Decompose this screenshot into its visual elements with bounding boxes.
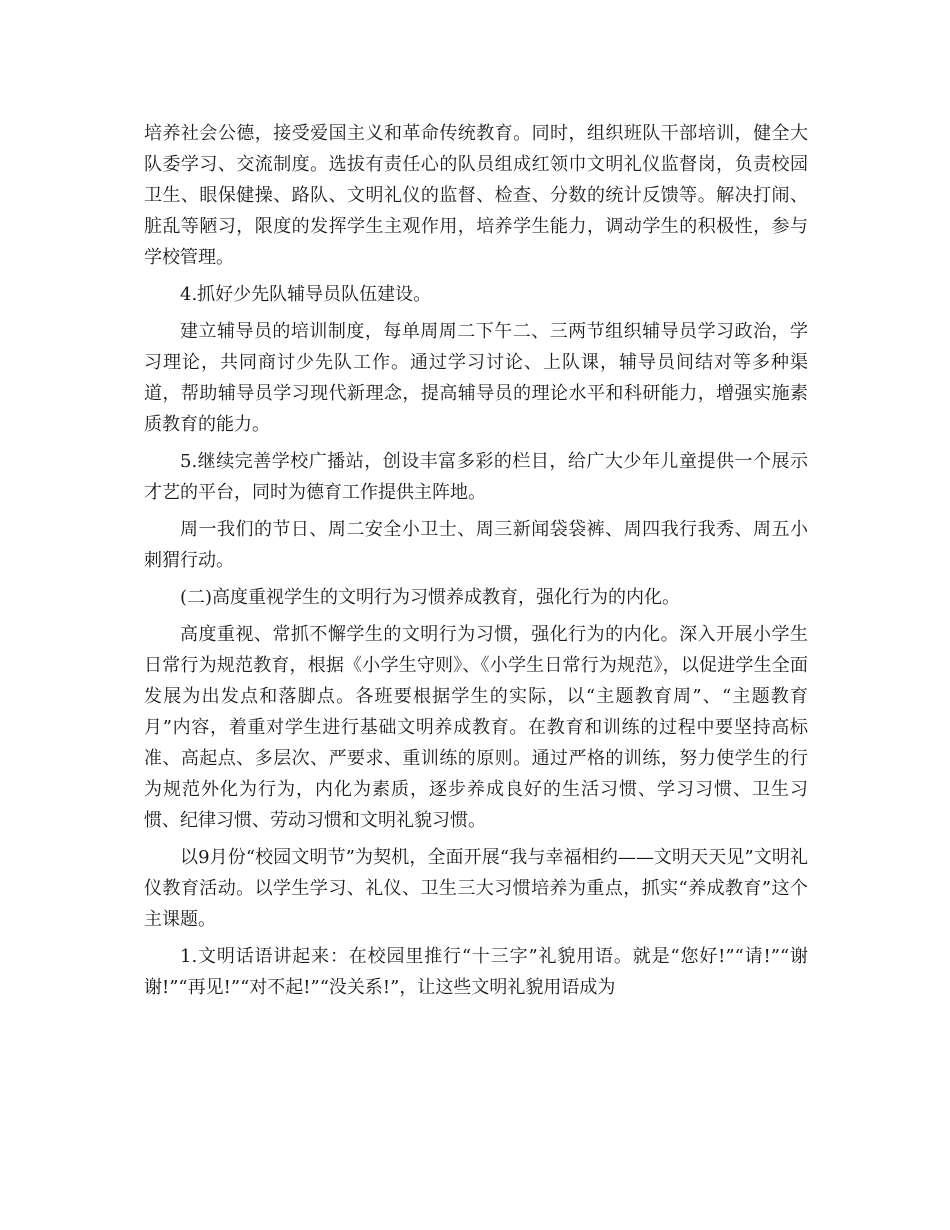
- paragraph-civility-festival: 以9月份“校园文明节”为契机，全面开展“我与幸福相约——文明天天见”文明礼仪教育活动。以学生学习、礼仪、卫生三大习惯培养为重点，抓实“养成教育”这个主课题。: [144, 847, 808, 930]
- paragraph-heading-5: 5.继续完善学校广播站，创设丰富多彩的栏目，给广大少年儿童提供一个展示才艺的平台，同时为德育工作提供主阵地。: [144, 451, 808, 503]
- paragraph-polite-language: 1.文明话语讲起来：在校园里推行“十三字”礼貌用语。就是“您好!”“请!”“谢谢!”“再见!”“对不起!”“没关系!”，让这些文明礼貌用语成为: [144, 946, 808, 998]
- paragraph-section-2-heading: (二)高度重视学生的文明行为习惯养成教育，强化行为的内化。: [180, 587, 681, 608]
- paragraph-weekly-programs: 周一我们的节日、周二安全小卫士、周三新闻袋袋裤、周四我行我秀、周五小刺猬行动。: [144, 519, 808, 571]
- paragraph-continuation: 培养社会公德，接受爱国主义和革命传统教育。同时，组织班队干部培训，健全大队委学习、交流制度。选拔有责任心的队员组成红领巾文明礼仪监督岗，负责校园卫生、眼保健操、路队、文明礼仪的监督、检查、分数的统计反馈等。解决打闹、脏乱等陋习，限度的发挥学生主观作用，培养学生能力，调动学生的积极性，参与学校管理。: [144, 123, 808, 268]
- paragraph-heading-4: 4.抓好少先队辅导员队伍建设。: [180, 284, 432, 305]
- paragraph-habit-education: 高度重视、常抓不懈学生的文明行为习惯，强化行为的内化。深入开展小学生日常行为规范教育，根据《小学生守则》、《小学生日常行为规范》，以促进学生全面发展为出发点和落脚点。各班要根据学生的实际，以“主题教育周”、“主题教育月”内容，着重对学生进行基础文明养成教育。在教育和训练的过程中要坚持高标准、高起点、多层次、严要求、重训练的原则。通过严格的训练，努力使学生的行为规范外化为行为，内化为素质，逐步养成良好的生活习惯、学习习惯、卫生习惯、纪律习惯、劳动习惯和文明礼貌习惯。: [144, 624, 808, 831]
- paragraph-counselor-training: 建立辅导员的培训制度，每单周周二下午二、三两节组织辅导员学习政治，学习理论，共同商讨少先队工作。通过学习讨论、上队课，辅导员间结对等多种渠道，帮助辅导员学习现代新理念，提高辅导员的理论水平和科研能力，增强实施素质教育的能力。: [144, 321, 808, 435]
- document-body: [144, 118, 808, 1003]
